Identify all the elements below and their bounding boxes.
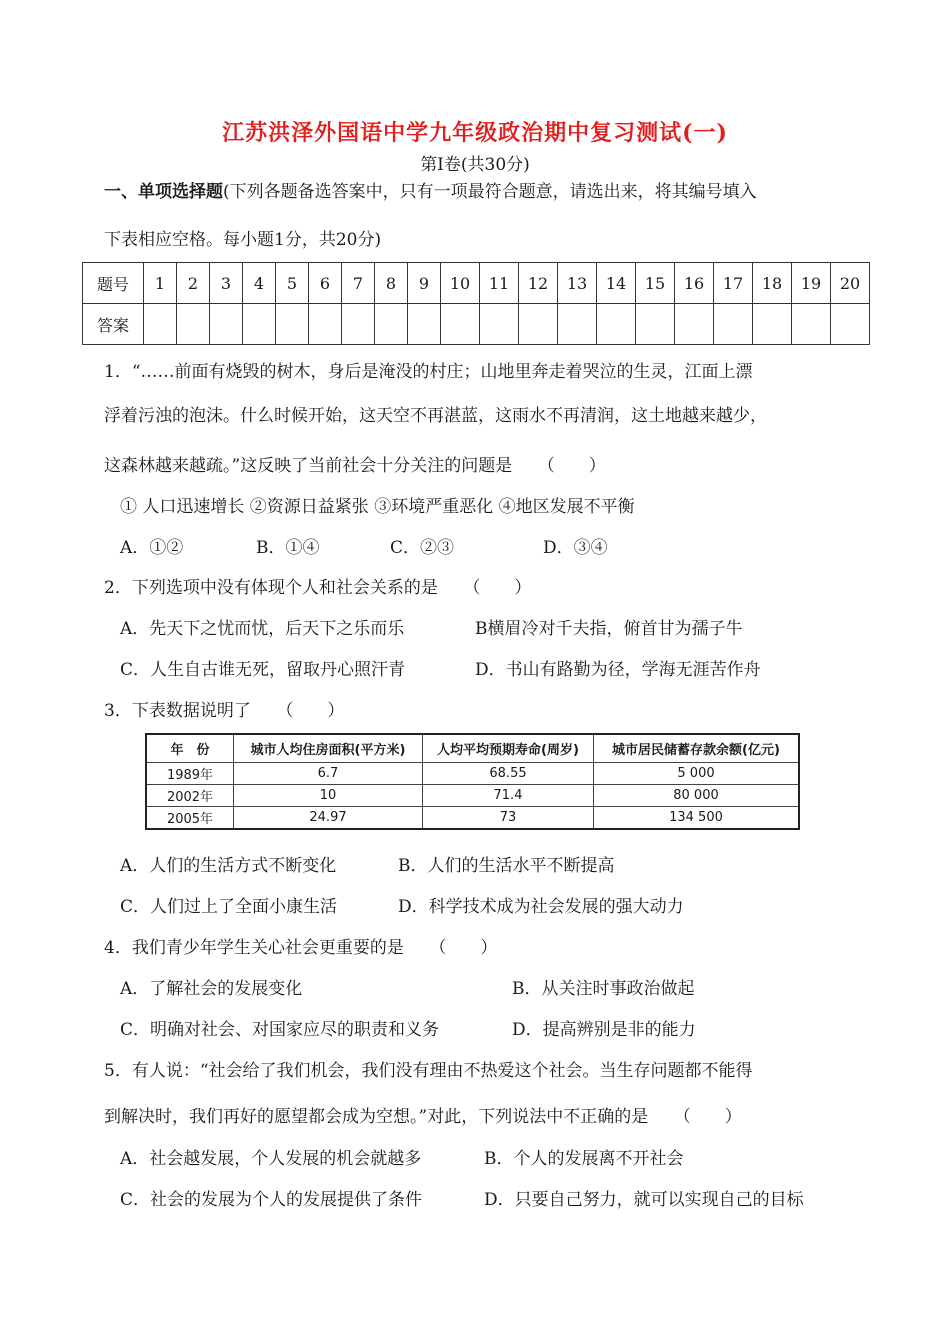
question-number-cell: 17	[714, 263, 753, 304]
answer-cell[interactable]	[480, 304, 519, 345]
question-1-option-a[interactable]: A．①②	[120, 538, 184, 558]
question-number-cell: 9	[408, 263, 441, 304]
answer-cell[interactable]	[519, 304, 558, 345]
answer-cell[interactable]	[792, 304, 831, 345]
question-number-cell: 2	[177, 263, 210, 304]
question-2-stem: 2．下列选项中没有体现个人和社会关系的是 （ ）	[104, 578, 532, 598]
answer-cell[interactable]	[309, 304, 342, 345]
question-number-cell: 3	[210, 263, 243, 304]
question-4-option-a[interactable]: A．了解社会的发展变化	[120, 979, 303, 999]
question-4-option-b[interactable]: B．从关注时事政治做起	[512, 979, 695, 999]
question-3-option-b[interactable]: B．人们的生活水平不断提高	[398, 856, 615, 876]
question-number-cell: 13	[558, 263, 597, 304]
question-1-stem: 1．“……前面有烧毁的树木，身后是淹没的村庄；山地里奔走着哭泣的生灵，江面上漂	[104, 362, 753, 382]
question-1-stem-cont: 浮着污浊的泡沫。什么时候开始，这天空不再湛蓝，这雨水不再清润，这土地越来越少，	[104, 406, 767, 426]
answer-cell[interactable]	[276, 304, 309, 345]
answer-cell[interactable]	[753, 304, 792, 345]
answer-cell[interactable]	[558, 304, 597, 345]
question-1-stem-end: 这森林越来越疏。”这反映了当前社会十分关注的问题是 （ ）	[104, 456, 606, 476]
question-number-cell: 8	[375, 263, 408, 304]
page-title: 江苏洪泽外国语中学九年级政治期中复习测试(一)	[222, 120, 728, 146]
question-number-cell: 19	[792, 263, 831, 304]
data-table-cell: 2005年	[146, 807, 234, 830]
question-3-option-c[interactable]: C．人们过上了全面小康生活	[120, 897, 338, 917]
question-3-option-a[interactable]: A．人们的生活方式不断变化	[120, 856, 337, 876]
data-table-row	[146, 807, 799, 830]
question-1-option-d[interactable]: D．③④	[543, 538, 608, 558]
answer-cell[interactable]	[144, 304, 177, 345]
section-description-cont: 下表相应空格。每小题1分，共20分)	[104, 230, 382, 250]
question-number-cell: 18	[753, 263, 792, 304]
question-number-cell: 11	[480, 263, 519, 304]
question-5-option-b[interactable]: B．个人的发展离不开社会	[484, 1149, 684, 1169]
answer-cell[interactable]	[177, 304, 210, 345]
data-table-cell: 2002年	[146, 785, 234, 807]
data-table-header: 城市人均住房面积(平方米)	[234, 734, 423, 763]
question-number-cell: 15	[636, 263, 675, 304]
question-2-option-c[interactable]: C．人生自古谁无死，留取丹心照汗青	[120, 660, 406, 680]
question-1-items: ① 人口迅速增长 ②资源日益紧张 ③环境严重恶化 ④地区发展不平衡	[120, 497, 635, 517]
question-3-data-table	[145, 733, 800, 830]
answer-table-answer-row	[83, 304, 870, 345]
question-3-stem: 3．下表数据说明了 （ ）	[104, 701, 345, 721]
answer-row-label: 答案	[83, 304, 144, 345]
data-table-cell: 5 000	[594, 763, 800, 785]
data-table-cell: 24.97	[234, 807, 423, 830]
answer-cell[interactable]	[441, 304, 480, 345]
question-5-stem: 5．有人说：“社会给了我们机会，我们没有理由不热爱这个社会。当生存问题都不能得	[104, 1061, 753, 1081]
question-2-option-b[interactable]: B横眉冷对千夫指，俯首甘为孺子牛	[475, 619, 743, 639]
question-4-option-c[interactable]: C．明确对社会、对国家应尽的职责和义务	[120, 1020, 440, 1040]
question-5-option-d[interactable]: D．只要自己努力，就可以实现自己的目标	[484, 1190, 804, 1210]
question-number-cell: 12	[519, 263, 558, 304]
answer-table-label: 题号	[83, 263, 144, 304]
answer-cell[interactable]	[408, 304, 441, 345]
data-table-cell: 134 500	[594, 807, 800, 830]
question-4-option-d[interactable]: D．提高辨别是非的能力	[512, 1020, 696, 1040]
answer-table-number-row	[83, 263, 870, 304]
section-description: (下列各题备选答案中，只有一项最符合题意，请选出来，将其编号填入	[223, 182, 757, 202]
data-table-cell: 71.4	[423, 785, 594, 807]
data-table-header: 年 份	[146, 734, 234, 763]
answer-table	[82, 262, 870, 345]
data-table-cell: 6.7	[234, 763, 423, 785]
question-number-cell: 10	[441, 263, 480, 304]
question-number-cell: 5	[276, 263, 309, 304]
answer-cell[interactable]	[675, 304, 714, 345]
question-2-option-d[interactable]: D．书山有路勤为径，学海无涯苦作舟	[475, 660, 761, 680]
data-table-header-row	[146, 734, 799, 763]
data-table-cell: 68.55	[423, 763, 594, 785]
answer-cell[interactable]	[714, 304, 753, 345]
data-table-row	[146, 785, 799, 807]
section-heading: 一、单项选择题	[104, 182, 223, 202]
question-number-cell: 1	[144, 263, 177, 304]
answer-cell[interactable]	[375, 304, 408, 345]
data-table-cell: 10	[234, 785, 423, 807]
question-5-stem-cont: 到解决时，我们再好的愿望都会成为空想。”对此，下列说法中不正确的是 （ ）	[104, 1107, 742, 1127]
question-4-stem: 4．我们青少年学生关心社会更重要的是 （ ）	[104, 938, 498, 958]
question-3-option-d[interactable]: D．科学技术成为社会发展的强大动力	[398, 897, 684, 917]
answer-cell[interactable]	[636, 304, 675, 345]
section-heading-line	[104, 177, 757, 202]
answer-cell[interactable]	[342, 304, 375, 345]
question-number-cell: 6	[309, 263, 342, 304]
question-1-option-b[interactable]: B．①④	[256, 538, 320, 558]
question-5-option-c[interactable]: C．社会的发展为个人的发展提供了条件	[120, 1190, 423, 1210]
answer-cell[interactable]	[831, 304, 870, 345]
question-1-option-c[interactable]: C．②③	[390, 538, 455, 558]
data-table-header: 城市居民储蓄存款余额(亿元)	[594, 734, 800, 763]
data-table-cell: 1989年	[146, 763, 234, 785]
question-number-cell: 20	[831, 263, 870, 304]
question-number-cell: 7	[342, 263, 375, 304]
question-number-cell: 4	[243, 263, 276, 304]
question-number-cell: 14	[597, 263, 636, 304]
question-5-option-a[interactable]: A．社会越发展，个人发展的机会就越多	[120, 1149, 422, 1169]
data-table-cell: 73	[423, 807, 594, 830]
answer-cell[interactable]	[210, 304, 243, 345]
data-table-header: 人均平均预期寿命(周岁)	[423, 734, 594, 763]
question-number-cell: 16	[675, 263, 714, 304]
answer-cell[interactable]	[243, 304, 276, 345]
question-2-option-a[interactable]: A．先天下之忧而忧，后天下之乐而乐	[120, 619, 405, 639]
data-table-row	[146, 763, 799, 785]
page-subtitle: 第Ⅰ卷(共30分)	[420, 155, 530, 175]
answer-cell[interactable]	[597, 304, 636, 345]
data-table-cell: 80 000	[594, 785, 800, 807]
